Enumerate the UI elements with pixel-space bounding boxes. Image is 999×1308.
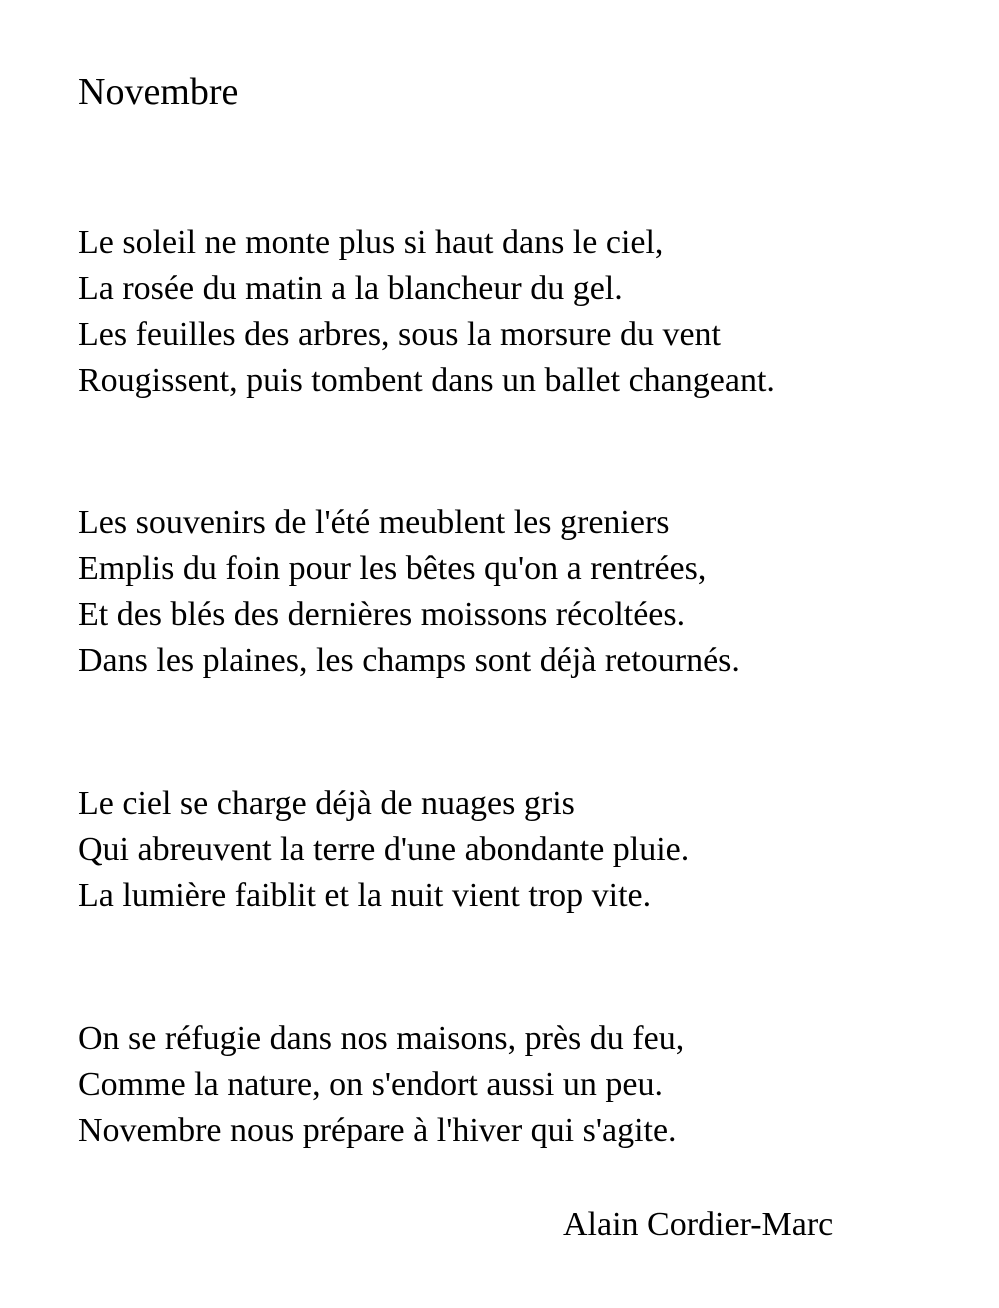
poem-line: On se réfugie dans nos maisons, près du feu, xyxy=(78,1020,685,1057)
poem-line: La rosée du matin a la blancheur du gel. xyxy=(78,270,623,307)
stanza-1 xyxy=(78,220,775,404)
poem-line: Le ciel se charge déjà de nuages gris xyxy=(78,785,575,822)
stanza-2 xyxy=(78,500,740,684)
poem-title: Novembre xyxy=(78,71,239,113)
stanza-3 xyxy=(78,781,689,919)
poem-line: La lumière faiblit et la nuit vient trop vite. xyxy=(78,877,652,914)
poem-line: Dans les plaines, les champs sont déjà retournés. xyxy=(78,642,740,679)
poem-line: Novembre nous prépare à l'hiver qui s'agite. xyxy=(78,1112,677,1149)
poem-line: Et des blés des dernières moissons récoltées. xyxy=(78,596,686,633)
stanza-4 xyxy=(78,1016,684,1154)
poem-line: Les feuilles des arbres, sous la morsure du vent xyxy=(78,316,721,353)
poem-author: Alain Cordier-Marc xyxy=(563,1206,834,1243)
poem-line: Rougissent, puis tombent dans un ballet changeant. xyxy=(78,362,775,399)
poem-line: Emplis du foin pour les bêtes qu'on a rentrées, xyxy=(78,550,707,587)
poem-line: Comme la nature, on s'endort aussi un peu. xyxy=(78,1066,663,1103)
poem-line: Qui abreuvent la terre d'une abondante pluie. xyxy=(78,831,690,868)
poem-line: Le soleil ne monte plus si haut dans le ciel, xyxy=(78,224,664,261)
poem-line: Les souvenirs de l'été meublent les greniers xyxy=(78,504,670,541)
